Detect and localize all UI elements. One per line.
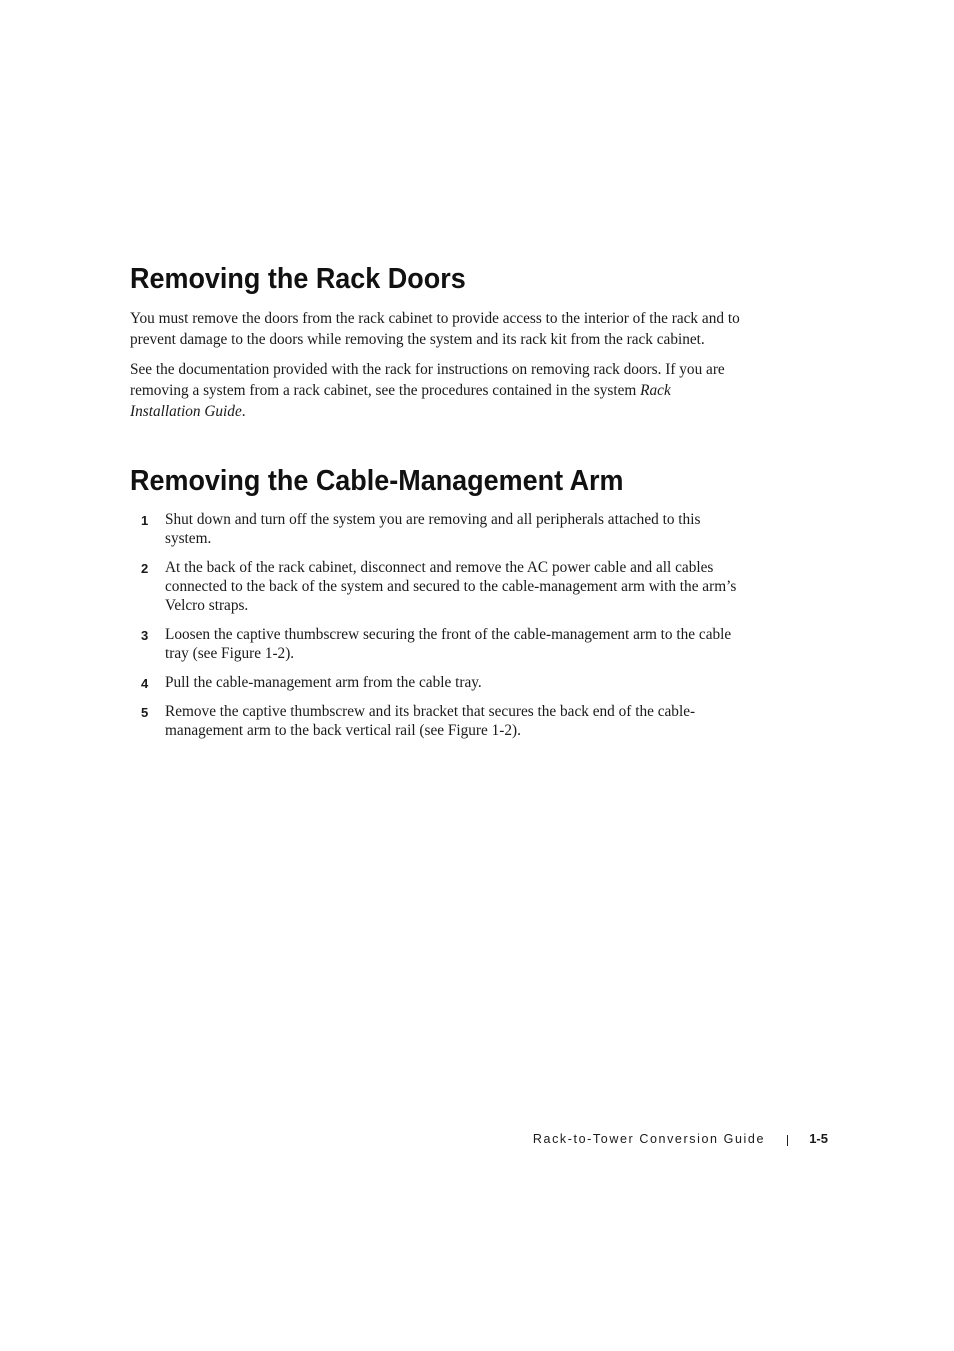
paragraph-doors-documentation-end: . [241,403,246,420]
heading-removing-rack-doors: Removing the Rack Doors [130,263,466,295]
footer-guide-title: Rack-to-Tower Conversion Guide [532,1132,765,1146]
procedure-step [130,702,740,740]
page-footer [520,1130,830,1150]
step-number: 1 [141,513,149,528]
section-removing-cable-management-arm [130,462,740,750]
step-number: 4 [141,676,149,691]
step-text: Shut down and turn off the system you are removing and all peripherals attached to this system. [165,511,701,547]
footer-divider [787,1135,788,1146]
step-text: Loosen the captive thumbscrew securing the front of the cable-management arm to the cable tray (see Figure 1-2). [165,626,732,662]
procedure-step [130,510,740,548]
rack-installation-guide-title: Rack Installation Guide [130,382,671,420]
step-text: Remove the captive thumbscrew and its bracket that secures the back end of the cable-management arm to the back vertical rail (see Figure 1-2). [165,703,696,739]
heading-removing-cable-management-arm: Removing the Cable-Management Arm [130,465,624,497]
step-number: 5 [141,705,149,720]
procedure-step [130,625,740,663]
step-number: 2 [141,561,149,576]
paragraph-doors-documentation-text: See the documentation provided with the rack for instructions on removing rack doors. If you are removing a system from a rack cabinet, see the procedures contained in the system [130,361,725,399]
step-text: Pull the cable-management arm from the cable tray. [165,674,482,691]
paragraph-doors-documentation [130,359,740,422]
procedure-step [130,558,740,615]
page-number: 1-5 [809,1131,828,1146]
procedure-step [130,673,740,692]
section-removing-rack-doors [130,260,740,431]
paragraph-doors-intro: You must remove the doors from the rack cabinet to provide access to the interior of the rack and to prevent damage to the doors while removing the system and its rack kit from the rack cabinet. [130,310,740,348]
step-text: At the back of the rack cabinet, disconnect and remove the AC power cable and all cables connected to the back of the system and secured to the cable-management arm with the arm’s Velcro straps. [165,559,737,614]
procedure-steps-list [130,510,740,740]
step-number: 3 [141,628,149,643]
